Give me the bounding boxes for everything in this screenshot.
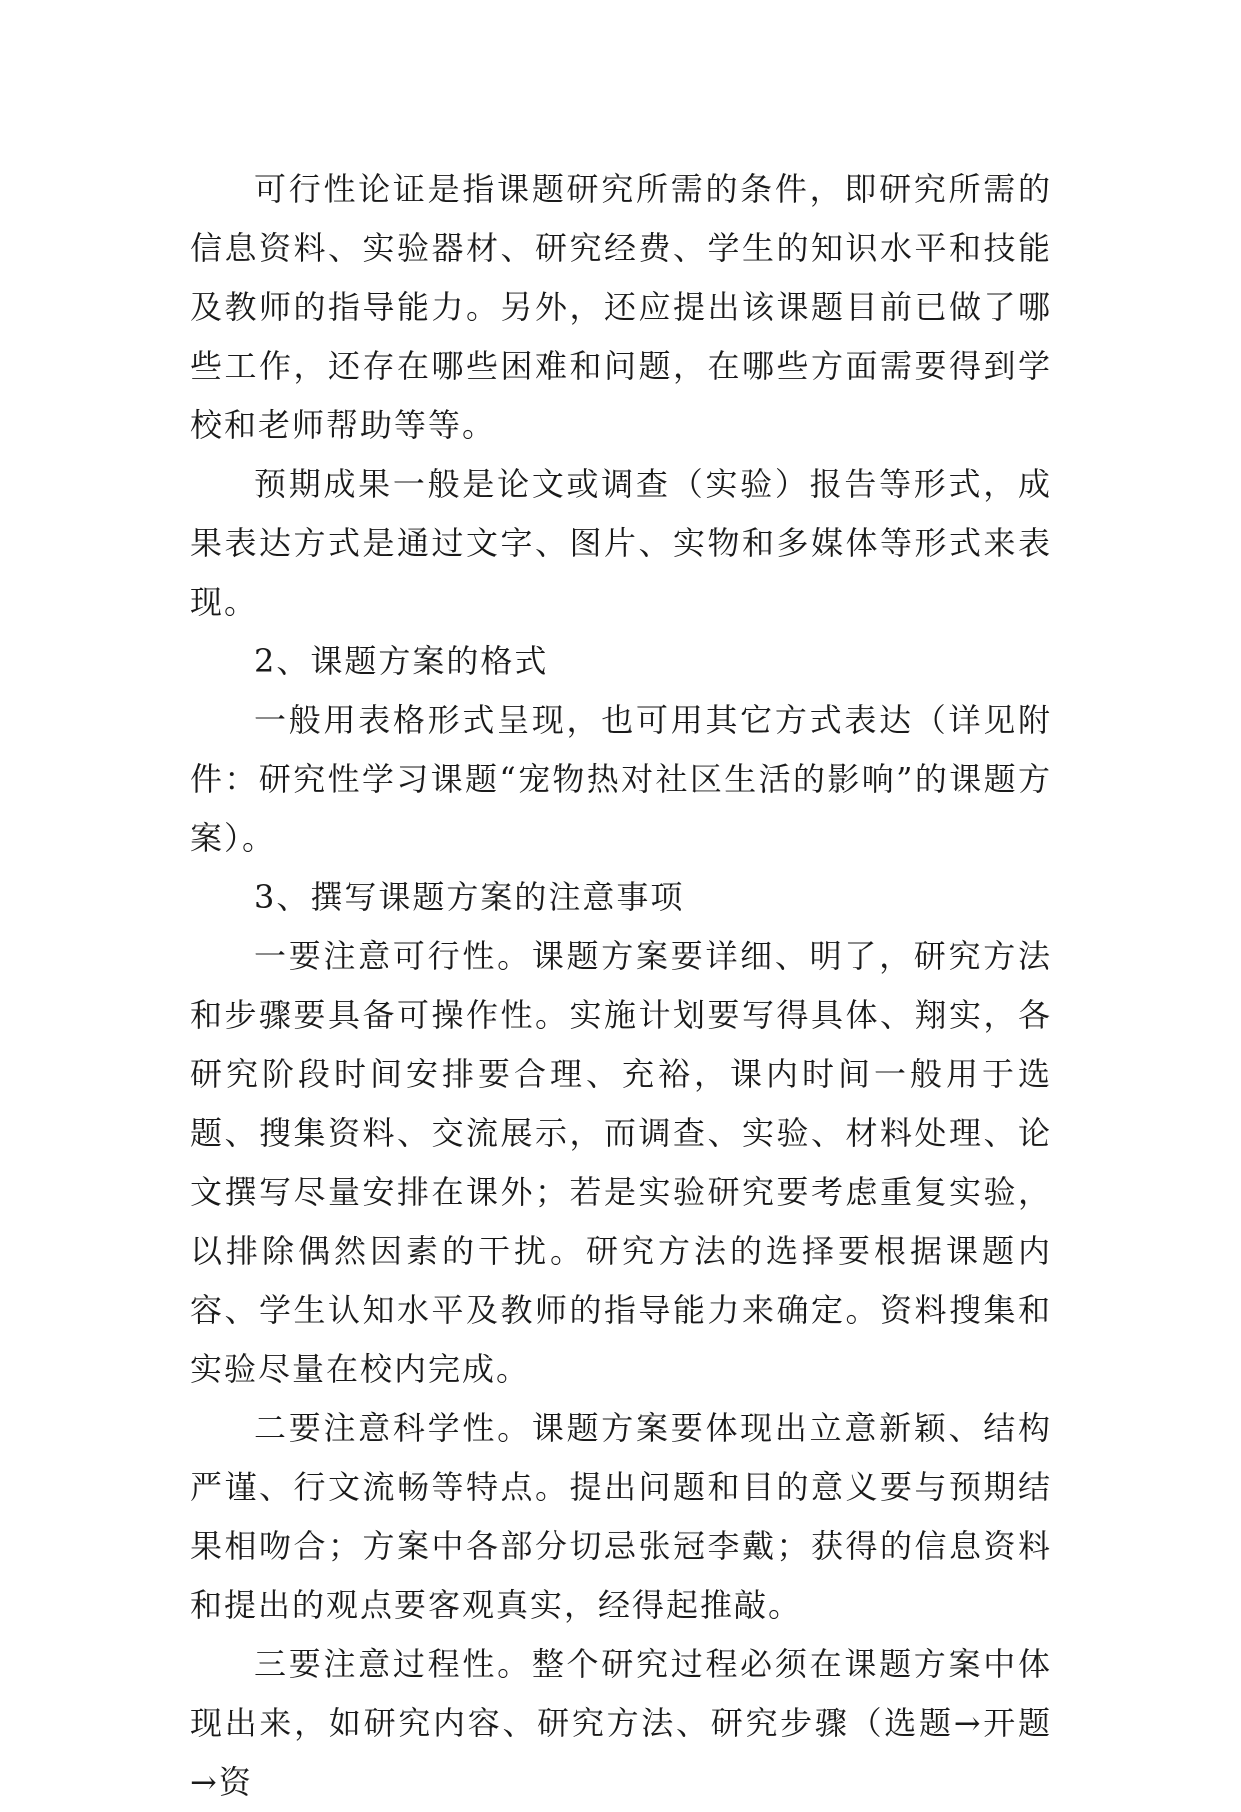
paragraph-process-note: 三要注意过程性。整个研究过程必须在课题方案中体现出来，如研究内容、研究方法、研究步骤（选题→开题→资 [190,1645,1052,1801]
paragraph-feasibility-note: 一要注意可行性。课题方案要详细、明了，研究方法和步骤要具备可操作性。实施计划要写得具体、翔实，各研究阶段时间安排要合理、充裕，课内时间一般用于选题、搜集资料、交流展示，而调查、实验、材料处理、论文撰写尽量安排在课外；若是实验研究要考虑重复实验，以排除偶然因素的干扰。研究方法的选择要根据课题内容、学生认知水平及教师的指导能力来确定。资料搜集和实验尽量在校内完成。 [190,937,1052,1388]
paragraph-scientific-note: 二要注意科学性。课题方案要体现出立意新颖、结构严谨、行文流畅等特点。提出问题和目的意义要与预期结果相吻合；方案中各部分切忌张冠李戴；获得的信息资料和提出的观点要客观真实，经得起推敲。 [190,1409,1052,1624]
paragraph-format: 一般用表格形式呈现，也可用其它方式表达（详见附件：研究性学习课题“宠物热对社区生活的影响”的课题方案）。 [190,701,1052,857]
document-body [190,160,1052,1812]
paragraph-expected-results: 预期成果一般是论文或调查（实验）报告等形式，成果表达方式是通过文字、图片、实物和多媒体等形式来表现。 [190,465,1052,621]
section-heading-format: 2、课题方案的格式 [254,642,549,680]
paragraph-feasibility: 可行性论证是指课题研究所需的条件，即研究所需的信息资料、实验器材、研究经费、学生的知识水平和技能及教师的指导能力。另外，还应提出该课题目前已做了哪些工作，还存在哪些困难和问题，在哪些方面需要得到学校和老师帮助等等。 [190,170,1052,444]
section-heading-notes: 3、撰写课题方案的注意事项 [254,878,685,916]
